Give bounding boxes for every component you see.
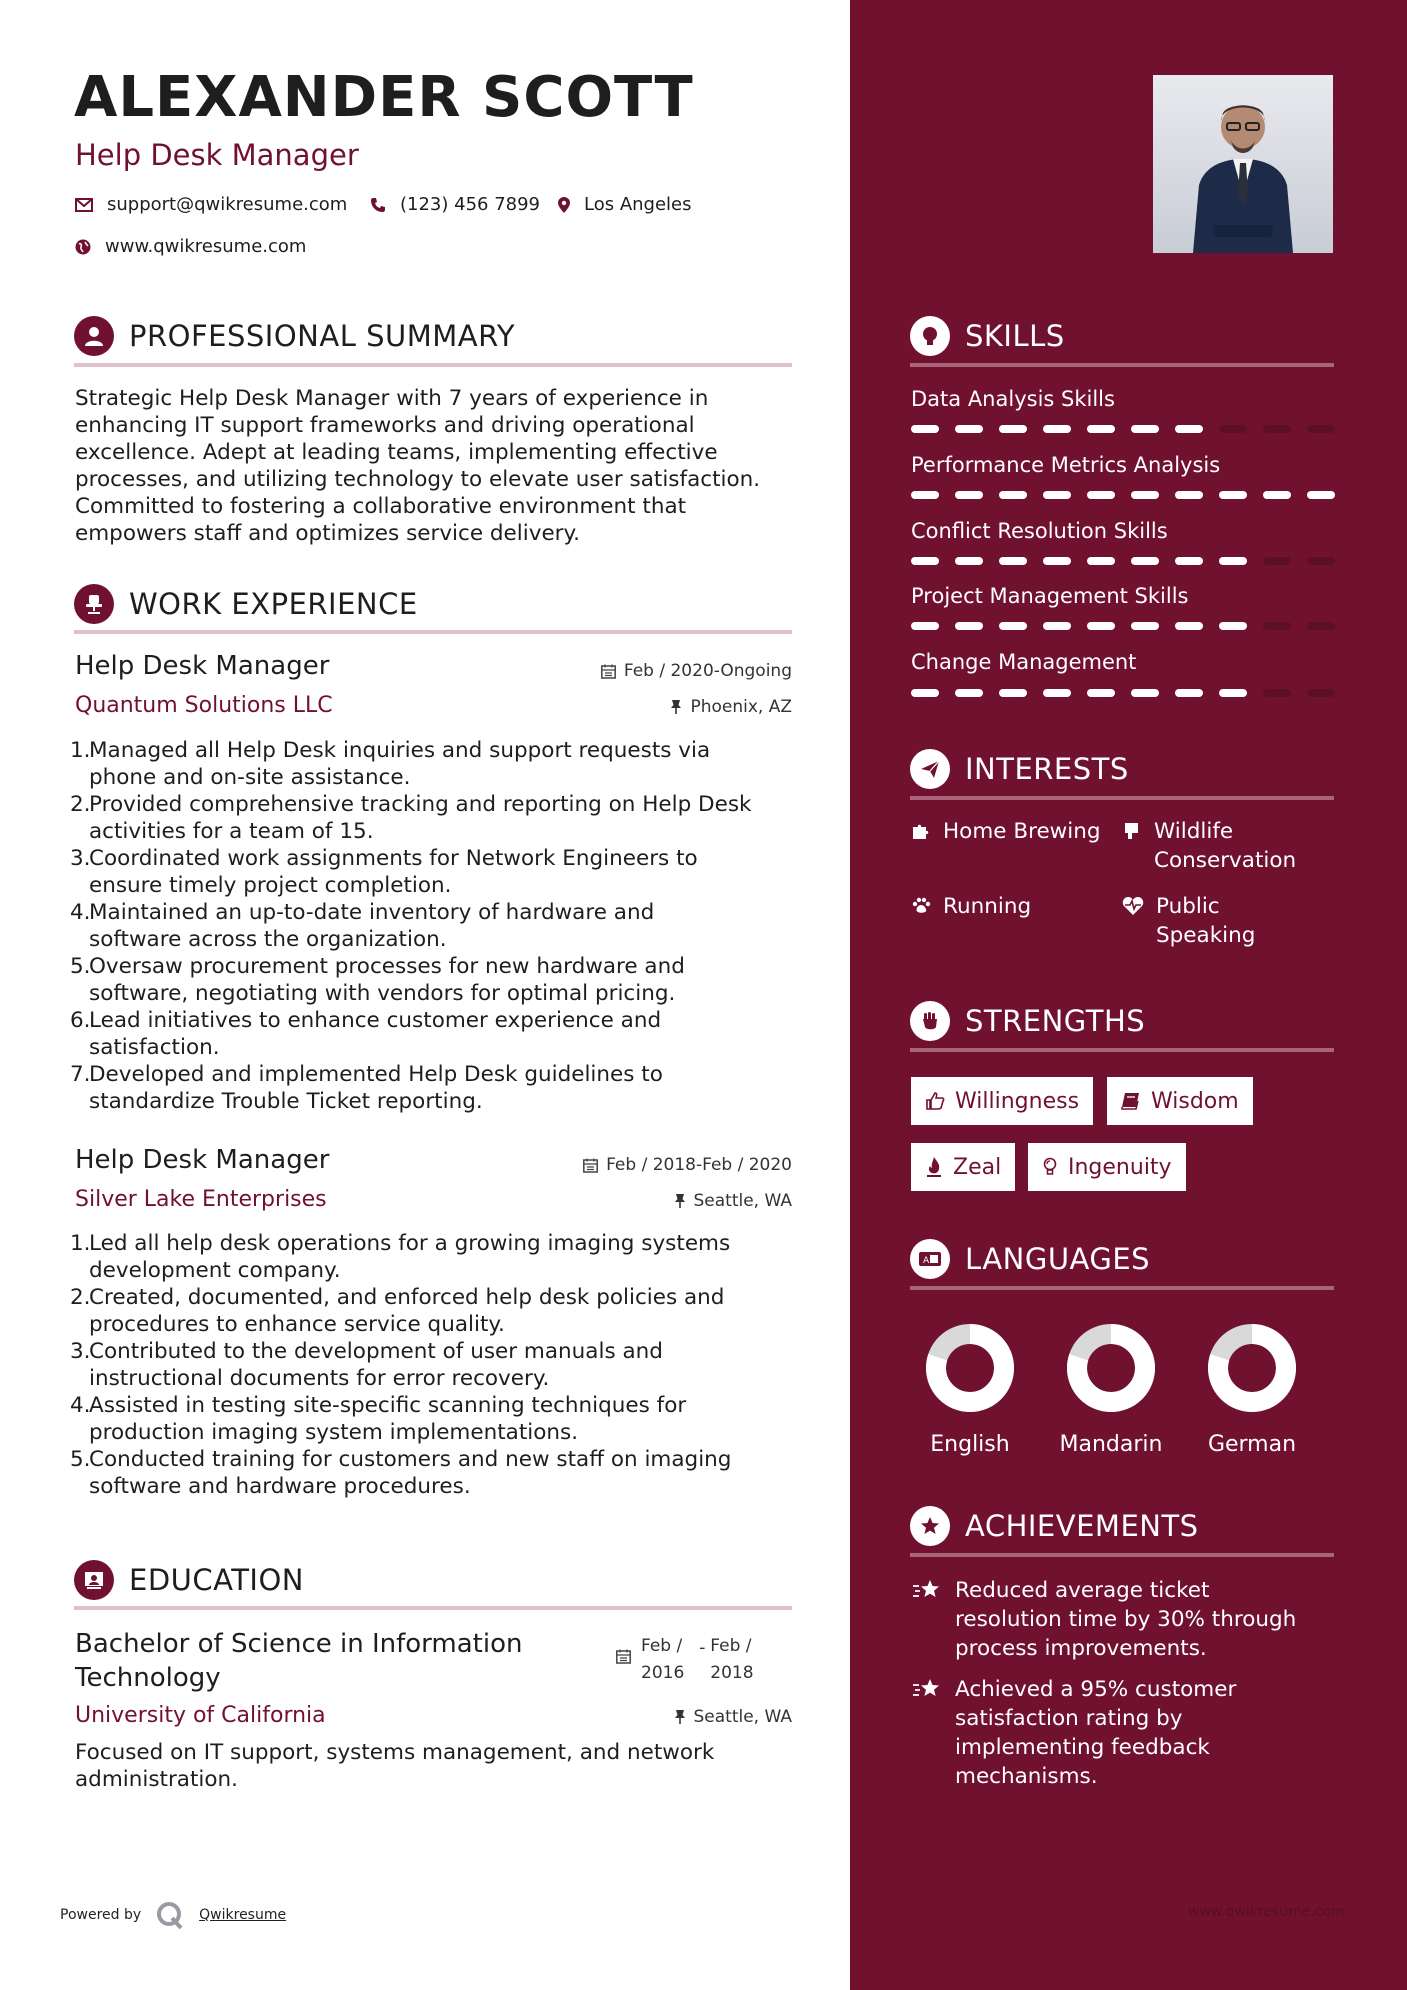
interest-item: Running bbox=[911, 892, 1031, 921]
location-text: Los Angeles bbox=[584, 194, 692, 215]
language-item bbox=[1192, 1320, 1312, 1457]
experience-heading bbox=[74, 584, 418, 624]
language-donut bbox=[922, 1320, 1018, 1416]
skill-label: Performance Metrics Analysis bbox=[911, 453, 1221, 477]
language-donut bbox=[1063, 1320, 1159, 1416]
rating-dash-filled bbox=[911, 425, 939, 433]
rating-dash-empty bbox=[1307, 689, 1335, 697]
list-item: 1. Managed all Help Desk inquiries and support requests via phone and on-site assistance. bbox=[70, 738, 711, 790]
job-location bbox=[520, 1191, 792, 1211]
skill-rating bbox=[911, 622, 1335, 630]
fire-icon bbox=[925, 1156, 943, 1178]
qwikresume-logo-icon bbox=[155, 1900, 185, 1930]
languages-heading bbox=[910, 1239, 1150, 1279]
education-dates bbox=[616, 1633, 754, 1687]
strength-badge bbox=[911, 1143, 1015, 1191]
rating-dash-filled bbox=[1175, 491, 1203, 499]
strengths-divider bbox=[910, 1048, 1334, 1052]
rating-dash-filled bbox=[911, 689, 939, 697]
candidate-title: Help Desk Manager bbox=[75, 138, 359, 172]
star-badge-icon bbox=[910, 1506, 950, 1546]
rating-dash-filled bbox=[955, 689, 983, 697]
rating-dash-empty bbox=[1307, 557, 1335, 565]
strengths-heading bbox=[910, 1001, 1145, 1041]
education-location-text: Seattle, WA bbox=[693, 1707, 792, 1727]
degree-line: Bachelor of Science in Information bbox=[75, 1629, 523, 1659]
rating-dash-empty bbox=[1307, 622, 1335, 630]
job-dates bbox=[520, 1155, 792, 1175]
skill-rating bbox=[911, 557, 1335, 565]
profile-photo bbox=[1153, 75, 1333, 253]
interest-item: Public Speaking bbox=[1122, 892, 1255, 950]
rating-dash-filled bbox=[1043, 689, 1071, 697]
interest-item: Home Brewing bbox=[911, 817, 1101, 846]
summary-divider bbox=[74, 363, 792, 367]
rating-dash-filled bbox=[955, 557, 983, 565]
globe-icon bbox=[75, 239, 91, 255]
rating-dash-filled bbox=[1087, 689, 1115, 697]
calendar-icon bbox=[601, 664, 616, 679]
rating-dash-filled bbox=[1175, 425, 1203, 433]
education-heading-text: EDUCATION bbox=[129, 1563, 305, 1597]
email-contact[interactable] bbox=[75, 194, 347, 215]
education-divider bbox=[74, 1606, 792, 1610]
website-text: www.qwikresume.com bbox=[105, 236, 307, 257]
job-company: Silver Lake Enterprises bbox=[75, 1187, 327, 1212]
summary-text bbox=[75, 385, 815, 547]
job-role: Help Desk Manager bbox=[75, 1145, 330, 1175]
sparkle-star-icon bbox=[911, 1677, 943, 1701]
rating-dash-filled bbox=[955, 491, 983, 499]
list-item: 3. Contributed to the development of user manuals and instructional documents for error recovery. bbox=[70, 1339, 663, 1391]
svg-text:A: A bbox=[923, 1256, 930, 1266]
language-item bbox=[910, 1320, 1030, 1457]
experience-heading-text: WORK EXPERIENCE bbox=[129, 587, 418, 621]
languages-heading-text: LANGUAGES bbox=[965, 1242, 1151, 1276]
rating-dash-filled bbox=[999, 689, 1027, 697]
rating-dash-filled bbox=[999, 491, 1027, 499]
lightbulb-icon bbox=[1042, 1157, 1058, 1177]
start-date: Feb / 2016 bbox=[641, 1636, 685, 1683]
user-icon bbox=[74, 316, 114, 356]
skills-divider bbox=[910, 363, 1334, 367]
phone-icon bbox=[370, 197, 386, 213]
leaf-icon bbox=[1122, 821, 1142, 841]
list-item: 3. Coordinated work assignments for Network Engineers to ensure timely project completion. bbox=[70, 846, 698, 898]
job-dates-text: Feb / 2018-Feb / 2020 bbox=[606, 1155, 792, 1175]
job-location-text: Seattle, WA bbox=[693, 1191, 792, 1211]
education-heading bbox=[74, 1560, 304, 1600]
degree-title bbox=[75, 1627, 522, 1695]
rating-dash-filled bbox=[999, 557, 1027, 565]
sparkle-star-icon bbox=[911, 1578, 943, 1602]
strength-badge bbox=[1028, 1143, 1186, 1191]
skill-label: Change Management bbox=[911, 650, 1137, 674]
achievement-item: Reduced average ticket resolution time by 30% through process improvements. bbox=[911, 1576, 1331, 1663]
email-text: support@qwikresume.com bbox=[107, 194, 348, 215]
rating-dash-filled bbox=[1131, 491, 1159, 499]
paper-plane-icon bbox=[910, 749, 950, 789]
thumbs-up-icon bbox=[925, 1091, 945, 1111]
rating-dash-filled bbox=[1263, 491, 1291, 499]
school-name: University of California bbox=[75, 1703, 326, 1728]
list-item: 6. Lead initiatives to enhance customer experience and satisfaction. bbox=[70, 1008, 662, 1060]
skill-rating bbox=[911, 689, 1335, 697]
rating-dash-filled bbox=[1219, 689, 1247, 697]
list-item: 4. Assisted in testing site-specific scanning techniques for production imaging system implementations. bbox=[70, 1393, 687, 1445]
skill-rating bbox=[911, 491, 1335, 499]
paw-icon bbox=[911, 896, 931, 916]
achievements-divider bbox=[910, 1553, 1334, 1557]
rating-dash-filled bbox=[1043, 425, 1071, 433]
summary-line: Strategic Help Desk Manager with 7 years of experience in bbox=[75, 386, 709, 411]
summary-line: Committed to fostering a collaborative environment that bbox=[75, 494, 687, 519]
rating-dash-filled bbox=[1087, 425, 1115, 433]
right-column bbox=[850, 0, 1407, 1990]
skill-rating bbox=[911, 425, 1335, 433]
fist-icon bbox=[910, 1001, 950, 1041]
summary-line: empowers staff and optimizes service delivery. bbox=[75, 521, 581, 546]
end-date: - Feb / 2018 bbox=[699, 1636, 754, 1683]
language-donut bbox=[1204, 1320, 1300, 1416]
pushpin-icon bbox=[674, 1193, 686, 1209]
degree-line: Technology bbox=[75, 1663, 221, 1693]
qwikresume-link[interactable]: Qwikresume bbox=[199, 1907, 287, 1923]
powered-by bbox=[60, 1900, 286, 1930]
interest-item: Wildlife Conservation bbox=[1122, 817, 1296, 875]
strength-label: Zeal bbox=[953, 1154, 1002, 1180]
rating-dash-empty bbox=[1307, 425, 1335, 433]
experience-divider bbox=[74, 630, 792, 634]
strength-label: Wisdom bbox=[1151, 1088, 1239, 1114]
summary-line: processes, and utilizing technology to elevate user satisfaction. bbox=[75, 467, 761, 492]
job-bullets bbox=[70, 737, 830, 1115]
summary-line: excellence. Adept at leading teams, implementing effective bbox=[75, 440, 718, 465]
skill-label: Data Analysis Skills bbox=[911, 387, 1115, 411]
achievement-item: Achieved a 95% customer satisfaction rating by implementing feedback mechanisms. bbox=[911, 1675, 1331, 1791]
translate-icon bbox=[910, 1239, 950, 1279]
location-contact bbox=[558, 194, 692, 215]
rating-dash-filled bbox=[1307, 491, 1335, 499]
rating-dash-filled bbox=[1175, 689, 1203, 697]
rating-dash-filled bbox=[1043, 622, 1071, 630]
job-location-text: Phoenix, AZ bbox=[690, 697, 792, 717]
rating-dash-filled bbox=[955, 622, 983, 630]
list-item: 5. Oversaw procurement processes for new hardware and software, negotiating with vendors for optimal pricing. bbox=[70, 954, 685, 1006]
skill-label: Project Management Skills bbox=[911, 584, 1189, 608]
job-dates-text: Feb / 2020-Ongoing bbox=[623, 661, 792, 681]
languages-divider bbox=[910, 1286, 1334, 1290]
language-label: English bbox=[930, 1432, 1010, 1457]
rating-dash-filled bbox=[999, 622, 1027, 630]
rating-dash-empty bbox=[1263, 689, 1291, 697]
list-item: 4. Maintained an up-to-date inventory of hardware and software across the organization. bbox=[70, 900, 655, 952]
interests-divider bbox=[910, 796, 1334, 800]
interests-heading-text: INTERESTS bbox=[965, 752, 1129, 786]
list-item: 5. Conducted training for customers and new staff on imaging software and hardware procedures. bbox=[70, 1447, 732, 1499]
phone-text: (123) 456 7899 bbox=[400, 194, 541, 215]
rating-dash-filled bbox=[955, 425, 983, 433]
phone-contact[interactable] bbox=[370, 194, 540, 215]
rating-dash-filled bbox=[1043, 491, 1071, 499]
rating-dash-empty bbox=[1219, 425, 1247, 433]
rating-dash-filled bbox=[1131, 689, 1159, 697]
pushpin-icon bbox=[670, 699, 682, 715]
strength-label: Willingness bbox=[955, 1088, 1080, 1114]
rating-dash-filled bbox=[1175, 622, 1203, 630]
rating-dash-empty bbox=[1263, 425, 1291, 433]
office-chair-icon bbox=[74, 584, 114, 624]
footer-site[interactable]: www.qwikresume.com bbox=[1188, 1904, 1345, 1920]
summary-heading bbox=[74, 316, 515, 356]
person-portrait-icon bbox=[1153, 75, 1333, 253]
website-contact[interactable] bbox=[75, 236, 306, 257]
rating-dash-filled bbox=[1087, 622, 1115, 630]
achievements-heading bbox=[910, 1506, 1199, 1546]
job-company: Quantum Solutions LLC bbox=[75, 693, 333, 718]
heartbeat-icon bbox=[1122, 896, 1144, 916]
language-label: Mandarin bbox=[1059, 1432, 1163, 1457]
rating-dash-empty bbox=[1263, 622, 1291, 630]
envelope-icon bbox=[75, 198, 93, 212]
rating-dash-filled bbox=[911, 622, 939, 630]
summary-heading-text: PROFESSIONAL SUMMARY bbox=[129, 319, 516, 353]
list-item: 1. Led all help desk operations for a growing imaging systems development company. bbox=[70, 1231, 731, 1283]
rating-dash-empty bbox=[1263, 557, 1291, 565]
rating-dash-filled bbox=[1219, 557, 1247, 565]
strength-badge bbox=[1107, 1077, 1253, 1125]
pushpin-icon bbox=[674, 1709, 686, 1725]
list-item: 2. Provided comprehensive tracking and reporting on Help Desk activities for a team of 15. bbox=[70, 792, 752, 844]
skills-heading-text: SKILLS bbox=[965, 319, 1065, 353]
puzzle-icon bbox=[911, 821, 931, 841]
summary-line: enhancing IT support frameworks and driving operational bbox=[75, 413, 695, 438]
strengths-heading-text: STRENGTHS bbox=[965, 1004, 1146, 1038]
calendar-icon bbox=[616, 1649, 631, 1664]
strength-label: Ingenuity bbox=[1068, 1154, 1172, 1180]
rating-dash-filled bbox=[999, 425, 1027, 433]
skills-heading bbox=[910, 316, 1065, 356]
language-item bbox=[1051, 1320, 1171, 1457]
rating-dash-filled bbox=[1219, 622, 1247, 630]
language-label: German bbox=[1207, 1432, 1297, 1457]
graduate-icon bbox=[74, 1560, 114, 1600]
skill-label: Conflict Resolution Skills bbox=[911, 519, 1168, 543]
list-item: 7. Developed and implemented Help Desk guidelines to standardize Trouble Ticket reporting. bbox=[70, 1062, 663, 1114]
education-description: Focused on IT support, systems management, and network administration. bbox=[75, 1740, 715, 1792]
rating-dash-filled bbox=[1131, 557, 1159, 565]
candidate-name: ALEXANDER SCOTT bbox=[74, 65, 694, 130]
rating-dash-filled bbox=[1131, 622, 1159, 630]
rating-dash-filled bbox=[1175, 557, 1203, 565]
job-role: Help Desk Manager bbox=[75, 651, 330, 681]
job-bullets bbox=[70, 1230, 830, 1500]
strength-badge bbox=[911, 1077, 1093, 1125]
rating-dash-filled bbox=[911, 557, 939, 565]
rating-dash-filled bbox=[911, 491, 939, 499]
job-dates bbox=[520, 661, 792, 681]
rating-dash-filled bbox=[1131, 425, 1159, 433]
list-item: 2. Created, documented, and enforced help desk policies and procedures to enhance service quality. bbox=[70, 1285, 725, 1337]
interests-heading bbox=[910, 749, 1129, 789]
map-pin-icon bbox=[558, 197, 570, 213]
lightbulb-head-icon bbox=[910, 316, 950, 356]
book-icon bbox=[1121, 1091, 1141, 1111]
rating-dash-filled bbox=[1043, 557, 1071, 565]
achievements-heading-text: ACHIEVEMENTS bbox=[965, 1509, 1199, 1543]
calendar-icon bbox=[583, 1158, 598, 1173]
job-location bbox=[520, 697, 792, 717]
education-location bbox=[520, 1707, 792, 1727]
rating-dash-filled bbox=[1087, 491, 1115, 499]
rating-dash-filled bbox=[1219, 491, 1247, 499]
powered-by-text: Powered by bbox=[60, 1907, 142, 1923]
rating-dash-filled bbox=[1087, 557, 1115, 565]
